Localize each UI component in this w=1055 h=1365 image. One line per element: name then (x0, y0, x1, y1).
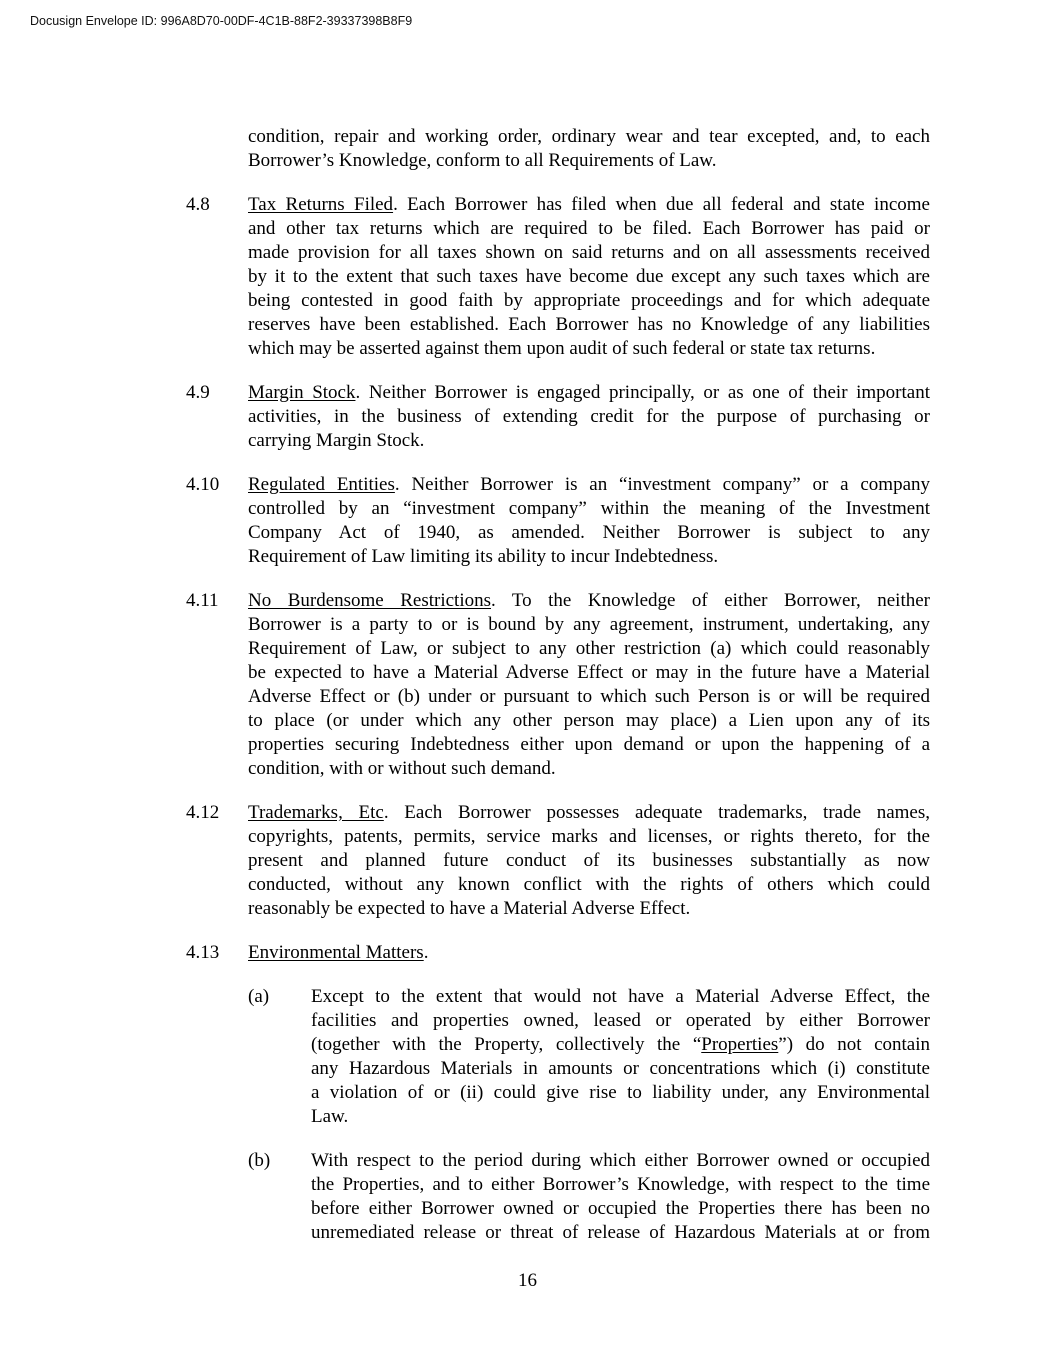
text-line: controlled by an “investment company” within the meaning of the Investment (248, 498, 930, 519)
text-line: properties securing Indebtedness either upon demand or upon the happening of a (248, 734, 930, 755)
text-line: to place (or under which any other person may place) a Lien upon any of its (248, 710, 930, 731)
section-number: 4.12 (186, 802, 220, 823)
section-4-12 (186, 801, 930, 921)
text-line: present and planned future conduct of its businesses substantially as now (248, 850, 930, 871)
text-line: be expected to have a Material Adverse Effect or may in the future have a Material (248, 662, 930, 683)
section-number: 4.13 (186, 942, 220, 963)
text-line: Requirement of Law limiting its ability to incur Indebtedness. (248, 546, 719, 567)
text-line: Requirement of Law, or subject to any other restriction (a) which could reasonably (248, 638, 930, 659)
text-line (248, 589, 930, 613)
text-line: a violation of or (ii) could give rise to liability under, any Environmental (311, 1082, 930, 1103)
text-line (248, 193, 930, 217)
section-4-9 (186, 381, 930, 453)
section-title: Environmental Matters (248, 942, 424, 963)
text-line: before either Borrower owned or occupied the Properties there has been no (311, 1198, 930, 1219)
text-fragment: . Each Borrower possesses adequate trademarks, trade names, (383, 802, 930, 823)
text-line: Borrower is a party to or is bound by any agreement, instrument, undertaking, any (248, 614, 930, 635)
text-line: Except to the extent that would not have a Material Adverse Effect, the (311, 986, 930, 1007)
continuation-paragraph (248, 125, 930, 173)
text-line: the Properties, and to either Borrower’s Knowledge, with respect to the time (311, 1174, 930, 1195)
text-fragment: (together with the Property, collectively the “ (311, 1034, 702, 1055)
section-4-13 (186, 941, 930, 965)
text-line: reserves have been established. Each Borrower has no Knowledge of any liabilities (248, 314, 930, 335)
text-line: facilities and properties owned, leased or operated by either Borrower (311, 1010, 930, 1031)
subsection-a (248, 985, 930, 1129)
text-fragment: . Each Borrower has filed when due all federal and state income (393, 194, 930, 215)
text-fragment: . To the Knowledge of either Borrower, neither (491, 590, 930, 611)
text-line: reasonably be expected to have a Material Adverse Effect. (248, 898, 691, 919)
text-line (248, 473, 930, 497)
text-line: condition, repair and working order, ordinary wear and tear excepted, and, to each (248, 126, 930, 147)
text-fragment: ”) do not contain (778, 1034, 930, 1055)
text-line (248, 941, 930, 965)
section-4-8 (186, 193, 930, 361)
section-4-11 (186, 589, 930, 781)
text-fragment: . Neither Borrower is an “investment company” or a company (394, 474, 931, 495)
text-line: any Hazardous Materials in amounts or concentrations which (i) constitute (311, 1058, 930, 1079)
section-number: 4.10 (186, 474, 220, 495)
text-line: Borrower’s Knowledge, conform to all Requirements of Law. (248, 150, 717, 171)
section-title: Regulated Entities (248, 474, 395, 495)
subsection-b (248, 1149, 930, 1245)
text-line: unremediated release or threat of release of Hazardous Materials at or from (311, 1222, 930, 1243)
section-title: Margin Stock (248, 382, 356, 403)
text-line: Law. (311, 1106, 349, 1127)
section-number: 4.11 (186, 590, 219, 611)
text-fragment: . (423, 942, 429, 963)
text-line (248, 381, 930, 405)
section-title: No Burdensome Restrictions (248, 590, 491, 611)
document-page (0, 125, 1055, 1265)
text-line: being contested in good faith by appropriate proceedings and for which adequate (248, 290, 930, 311)
text-line: made provision for all taxes shown on said returns and on all assessments received (248, 242, 930, 263)
text-line: carrying Margin Stock. (248, 430, 425, 451)
text-line: by it to the extent that such taxes have become due except any such taxes which are (248, 266, 930, 287)
text-line: activities, in the business of extending credit for the purpose of purchasing or (248, 406, 930, 427)
section-number: 4.9 (186, 382, 210, 403)
text-line: conducted, without any known conflict with the rights of others which could (248, 874, 930, 895)
section-number: 4.8 (186, 194, 210, 215)
section-title: Tax Returns Filed (248, 194, 394, 215)
text-line: condition, with or without such demand. (248, 758, 556, 779)
defined-term: Properties (701, 1034, 779, 1055)
text-line (311, 1033, 930, 1057)
section-title: Trademarks, Etc (248, 802, 384, 823)
text-line: Adverse Effect or (b) under or pursuant to which such Person is or will be required (248, 686, 930, 707)
text-line: which may be asserted against them upon audit of such federal or state tax returns. (248, 338, 876, 359)
text-line: Company Act of 1940, as amended. Neither Borrower is subject to any (248, 522, 930, 543)
docusign-envelope-id: Docusign Envelope ID: 996A8D70-00DF-4C1B-88F2-39337398B8F9 (30, 14, 413, 28)
text-line (248, 801, 930, 825)
text-line: copyrights, patents, permits, service marks and licenses, or rights thereto, for the (248, 826, 930, 847)
text-line: and other tax returns which are required to be filed. Each Borrower has paid or (248, 218, 930, 239)
section-4-10 (186, 473, 931, 569)
subsection-letter: (b) (248, 1150, 271, 1171)
text-fragment: . Neither Borrower is engaged principally, or as one of their important (355, 382, 930, 403)
subsection-letter: (a) (248, 986, 270, 1007)
text-line: With respect to the period during which either Borrower owned or occupied (311, 1150, 930, 1171)
page-number: 16 (518, 1270, 537, 1291)
